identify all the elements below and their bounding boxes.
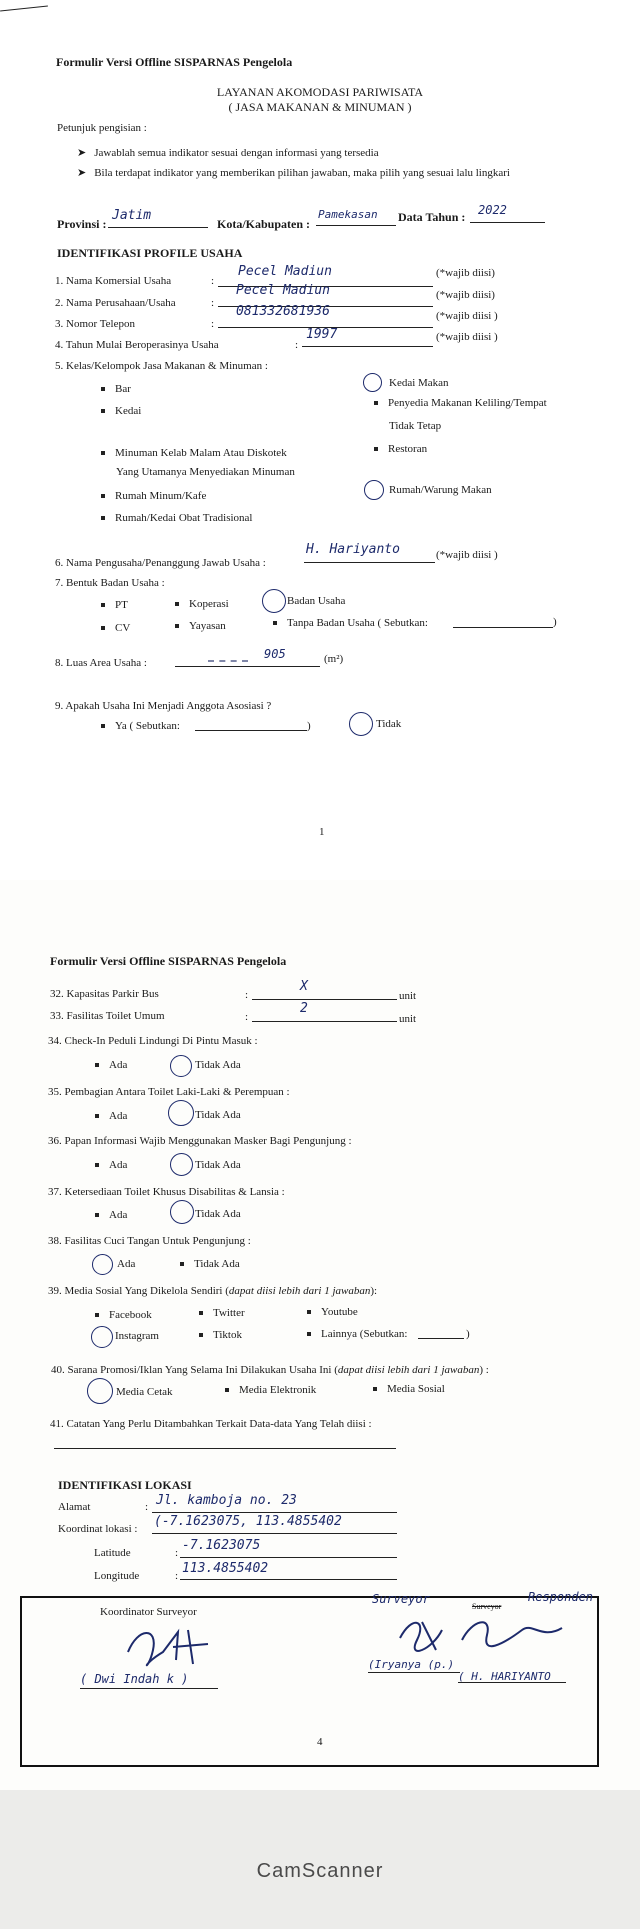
q38-label: 38. Fasilitas Cuci Tangan Untuk Pengunjung : [48, 1235, 251, 1247]
q37-option-tidak-ada[interactable]: Tidak Ada [195, 1208, 241, 1220]
surveyor-responden-signatures [392, 1610, 572, 1658]
q8-unit: (m²) [324, 653, 344, 665]
q3-value[interactable]: 081332681936 [236, 304, 330, 319]
q34-option-tidak-ada[interactable]: Tidak Ada [195, 1059, 241, 1071]
q4-value[interactable]: 1997 [306, 327, 338, 342]
q5-label: 5. Kelas/Kelompok Jasa Makanan & Minuman : [55, 360, 268, 372]
q33-unit: unit [399, 1013, 417, 1025]
q32-value[interactable]: X [300, 979, 308, 994]
q33-label: 33. Fasilitas Toilet Umum [50, 1010, 165, 1022]
selection-circle [91, 1326, 113, 1348]
q39-option-facebook[interactable]: Facebook [95, 1309, 152, 1321]
q5-option-restoran[interactable]: Restoran [374, 443, 427, 455]
selection-circle [170, 1055, 192, 1077]
scribble [208, 660, 248, 662]
q36-option-ada[interactable]: Ada [95, 1159, 127, 1171]
q37-label: 37. Ketersediaan Toilet Khusus Disabilitas & Lansia : [48, 1186, 285, 1198]
selection-circle [168, 1100, 194, 1126]
q7-option-cv[interactable]: CV [101, 622, 130, 634]
provinsi-label: Provinsi : [57, 217, 107, 231]
latitude-label: Latitude [94, 1547, 131, 1559]
responden-name: ( H. HARIYANTO [458, 1670, 551, 1683]
selection-circle [87, 1378, 113, 1404]
q40-option-cetak[interactable]: Media Cetak [116, 1386, 173, 1398]
longitude-label: Longitude [94, 1570, 140, 1582]
form-header: Formulir Versi Offline SISPARNAS Pengelola [56, 55, 293, 69]
q7-tanpa-close: ) [553, 616, 557, 628]
q4-note: (*wajib diisi ) [436, 331, 498, 343]
koordinator-name: ( Dwi Indah k ) [80, 1672, 189, 1686]
q3-label: 3. Nomor Telepon [55, 318, 135, 330]
koordinator-label: Koordinator Surveyor [100, 1606, 197, 1618]
q5-option-keliling[interactable]: Penyedia Makanan Keliling/Tempat [374, 397, 547, 409]
q7-option-koperasi[interactable]: Koperasi [175, 598, 229, 610]
q40-label: 40. Sarana Promosi/Iklan Yang Selama Ini Dilakukan Usaha Ini (dapat diisi lebih dari 1 jawaban) : [51, 1364, 489, 1376]
selection-circle [170, 1200, 194, 1224]
form-page-1: Formulir Versi Offline SISPARNAS Pengelola LAYANAN AKOMODASI PARIWISATA ( JASA MAKANAN & MINUMAN ) Petunjuk pengisian : ➤ Jawablah semua indikator sesuai dengan informasi yang tersedia ➤ Bila terdapat indikator yang memberikan pilihan jawaban, maka pilih yang sesuai lalu lingkari Provinsi : Jatim Kota/Kabupaten : Pamekasan Data Tahun : 2022 IDENTIFIKASI PROFILE USAHA 1. Nama Komersial Usaha : Pecel Madiun (*wajib diisi) 2. Nama Perusahaan/Usaha : Pecel Madiun (*wajib diisi) 3. Nomor Telepon : 081332681936 (*wajib diisi ) 4. Tahun Mulai Beroperasinya Usaha : 1997 (*wajib diisi ) 5. Kelas/Kelompok Jasa Makanan & Minuman : Bar Kedai Kedai Makan Penyedia Makanan Keliling/Tempat Tidak Tetap Minuman Kelab Malam Atau Diskotek Yang Utamanya Menyediakan Minuman Restoran Rumah Minum/Kafe Rumah/Warung Makan Rumah/Kedai Obat Tradisional 6. Nama Pengusaha/Penanggung Jawab Usaha : H. Hariyanto (*wajib diisi ) 7. Bentuk Badan Usaha : PT Koperasi Badan Usaha CV Yayasan Tanpa Badan Usaha ( Sebutkan: ) 8. Luas Area Usaha : 905 (m²) 9. Apakah Usaha Ini Menjadi Anggota Asosiasi ? Ya ( Sebutkan: ) Tidak 1 [0, 0, 640, 880]
q35-label: 35. Pembagian Antara Toilet Laki-Laki & Perempuan : [48, 1086, 290, 1098]
instructions-label: Petunjuk pengisian : [57, 122, 147, 134]
q39-option-instagram[interactable]: Instagram [115, 1330, 159, 1342]
surveyor-printed: Surveyor [472, 1602, 502, 1611]
form-header: Formulir Versi Offline SISPARNAS Pengelola [50, 954, 287, 968]
section-lokasi: IDENTIFIKASI LOKASI [58, 1478, 192, 1492]
q7-option-pt[interactable]: PT [101, 599, 128, 611]
form-title-line1: LAYANAN AKOMODASI PARIWISATA [216, 85, 424, 99]
q4-label: 4. Tahun Mulai Beroperasinya Usaha [55, 339, 219, 351]
scanner-footer [0, 1790, 640, 1929]
q40-option-elektronik[interactable]: Media Elektronik [225, 1384, 316, 1396]
page-number: 4 [317, 1736, 323, 1748]
latitude-value[interactable]: -7.1623075 [182, 1538, 261, 1553]
kota-label: Kota/Kabupaten : [217, 217, 311, 231]
q39-option-twitter[interactable]: Twitter [199, 1307, 245, 1319]
selection-circle [363, 373, 382, 392]
q9-ya-close: ) [307, 720, 311, 732]
q1-label: 1. Nama Komersial Usaha [55, 275, 172, 287]
q32-label: 32. Kapasitas Parkir Bus [50, 988, 159, 1000]
q5-option-warung[interactable]: Rumah/Warung Makan [389, 484, 492, 496]
q5-option-keliling-line2: Tidak Tetap [389, 420, 442, 432]
q7-option-yayasan[interactable]: Yayasan [175, 620, 226, 632]
form-page-4: Formulir Versi Offline SISPARNAS Pengelola 32. Kapasitas Parkir Bus : X unit 33. Fasilitas Toilet Umum : 2 unit 34. Check-In Peduli Lindungi Di Pintu Masuk : Ada Tidak Ada 35. Pembagian Antara Toilet Laki-Laki & Perempuan : Ada Tidak Ada 36. Papan Informasi Wajib Menggunakan Masker Bagi Pengunjung : Ada Tidak Ada 37. Ketersediaan Toilet Khusus Disabilitas & Lansia : Ada Tidak Ada 38. Fasilitas Cuci Tangan Untuk Pengunjung : Ada Tidak Ada 39. Media Sosial Yang Dikelola Sendiri (dapat diisi lebih dari 1 jawaban): Facebook Twitter Youtube Instagram Tiktok Lainnya (Sebutkan: ) 40. Sarana Promosi/Iklan Yang Selama Ini Dilakukan Usaha Ini (dapat diisi lebih dari 1 jawaban) : Media Cetak Media Elektronik Media Sosial 41. Catatan Yang Perlu Ditambahkan Terkait Data-data Yang Telah diisi : IDENTIFIKASI LOKASI Alamat : Jl. kamboja no. 23 Koordinat lokasi : (-7.1623075, 113.4855402 Latitude : -7.1623075 Longitude : 113.4855402 Koordinator Surveyor ( Dwi Indah k ) Surveyor Surveyor Responden (Iryanya (p.) ( H. HARIYANTO 4 [0, 880, 640, 1790]
q8-value[interactable]: 905 [264, 647, 286, 661]
q32-unit: unit [399, 990, 417, 1002]
q5-option-klub-line2: Yang Utamanya Menyediakan Minuman [116, 466, 295, 478]
q6-value[interactable]: H. Hariyanto [306, 542, 400, 557]
form-title-line2: ( JASA MAKANAN & MINUMAN ) [228, 100, 412, 114]
q39-option-youtube[interactable]: Youtube [307, 1306, 358, 1318]
q1-value[interactable]: Pecel Madiun [238, 264, 332, 279]
q7-option-tanpa-badan[interactable]: Tanpa Badan Usaha ( Sebutkan: [273, 617, 428, 629]
koordinator-signature [118, 1622, 218, 1670]
q34-label: 34. Check-In Peduli Lindungi Di Pintu Masuk : [48, 1035, 258, 1047]
q2-value[interactable]: Pecel Madiun [236, 283, 330, 298]
provinsi-value[interactable]: Jatim [112, 208, 152, 223]
tahun-label: Data Tahun : [398, 210, 466, 224]
responden-handwritten: Responden [528, 1590, 594, 1604]
q7-option-badan-usaha[interactable]: Badan Usaha [287, 595, 346, 607]
selection-circle [92, 1254, 113, 1275]
q8-label: 8. Luas Area Usaha : [55, 657, 147, 669]
selection-circle [349, 712, 373, 736]
q40-option-sosial[interactable]: Media Sosial [373, 1383, 445, 1395]
q34-option-ada[interactable]: Ada [95, 1059, 127, 1071]
q39-lainnya-close: ) [466, 1328, 470, 1340]
q35-option-tidak-ada[interactable]: Tidak Ada [195, 1109, 241, 1121]
q36-label: 36. Papan Informasi Wajib Menggunakan Masker Bagi Pengunjung : [48, 1135, 352, 1147]
q33-value[interactable]: 2 [300, 1001, 308, 1016]
instruction-1: ➤ Jawablah semua indikator sesuai dengan informasi yang tersedia [77, 147, 379, 159]
kota-value[interactable]: Pamekasan [318, 208, 378, 221]
longitude-value[interactable]: 113.4855402 [182, 1561, 269, 1576]
selection-circle [262, 589, 286, 613]
q3-note: (*wajib diisi ) [436, 310, 498, 322]
q36-option-tidak-ada[interactable]: Tidak Ada [195, 1159, 241, 1171]
q9-label: 9. Apakah Usaha Ini Menjadi Anggota Asosiasi ? [55, 700, 272, 712]
alamat-label: Alamat [58, 1501, 91, 1513]
q5-option-obat[interactable]: Rumah/Kedai Obat Tradisional [101, 512, 253, 524]
q38-option-tidak-ada[interactable]: Tidak Ada [180, 1258, 240, 1270]
q2-note: (*wajib diisi) [436, 289, 495, 301]
scan-mark [0, 5, 48, 11]
q2-label: 2. Nama Perusahaan/Usaha [55, 297, 176, 309]
q39-option-lainnya[interactable]: Lainnya (Sebutkan: [307, 1328, 407, 1340]
q5-option-rumah-minum[interactable]: Rumah Minum/Kafe [101, 490, 206, 502]
koordinat-value[interactable]: (-7.1623075, 113.4855402 [154, 1514, 342, 1529]
instruction-2: ➤ Bila terdapat indikator yang memberikan pilihan jawaban, maka pilih yang sesuai lalu lingkari [77, 167, 510, 179]
q5-option-klub[interactable]: Minuman Kelab Malam Atau Diskotek [101, 447, 287, 459]
selection-circle [364, 480, 384, 500]
q9-option-ya[interactable]: Ya ( Sebutkan: [101, 720, 180, 732]
koordinat-label: Koordinat lokasi : [58, 1523, 138, 1535]
q1-note: (*wajib diisi) [436, 267, 495, 279]
page-number: 1 [319, 826, 325, 838]
q9-option-tidak[interactable]: Tidak [376, 718, 402, 730]
surveyor-handwritten: Surveyor [372, 1592, 430, 1606]
q35-option-ada[interactable]: Ada [95, 1110, 127, 1122]
q41-label: 41. Catatan Yang Perlu Ditambahkan Terkait Data-data Yang Telah diisi : [50, 1418, 372, 1430]
q38-option-ada[interactable]: Ada [117, 1258, 136, 1270]
tahun-value[interactable]: 2022 [478, 203, 507, 217]
selection-circle [170, 1153, 193, 1176]
q5-option-kedai-makan[interactable]: Kedai Makan [389, 377, 449, 389]
q5-option-bar[interactable]: Bar [101, 383, 131, 395]
q37-option-ada[interactable]: Ada [95, 1209, 127, 1221]
section-profile: IDENTIFIKASI PROFILE USAHA [57, 246, 243, 260]
q39-option-tiktok[interactable]: Tiktok [199, 1329, 242, 1341]
surveyor-name: (Iryanya (p.) [368, 1658, 455, 1671]
q5-option-kedai[interactable]: Kedai [101, 405, 141, 417]
camscanner-brand: CamScanner [256, 1860, 384, 1882]
q39-label: 39. Media Sosial Yang Dikelola Sendiri (dapat diisi lebih dari 1 jawaban): [48, 1285, 378, 1297]
q6-note: (*wajib diisi ) [436, 549, 498, 561]
q6-label: 6. Nama Pengusaha/Penanggung Jawab Usaha : [55, 557, 266, 569]
alamat-value[interactable]: Jl. kamboja no. 23 [156, 1493, 297, 1508]
q7-label: 7. Bentuk Badan Usaha : [55, 577, 165, 589]
